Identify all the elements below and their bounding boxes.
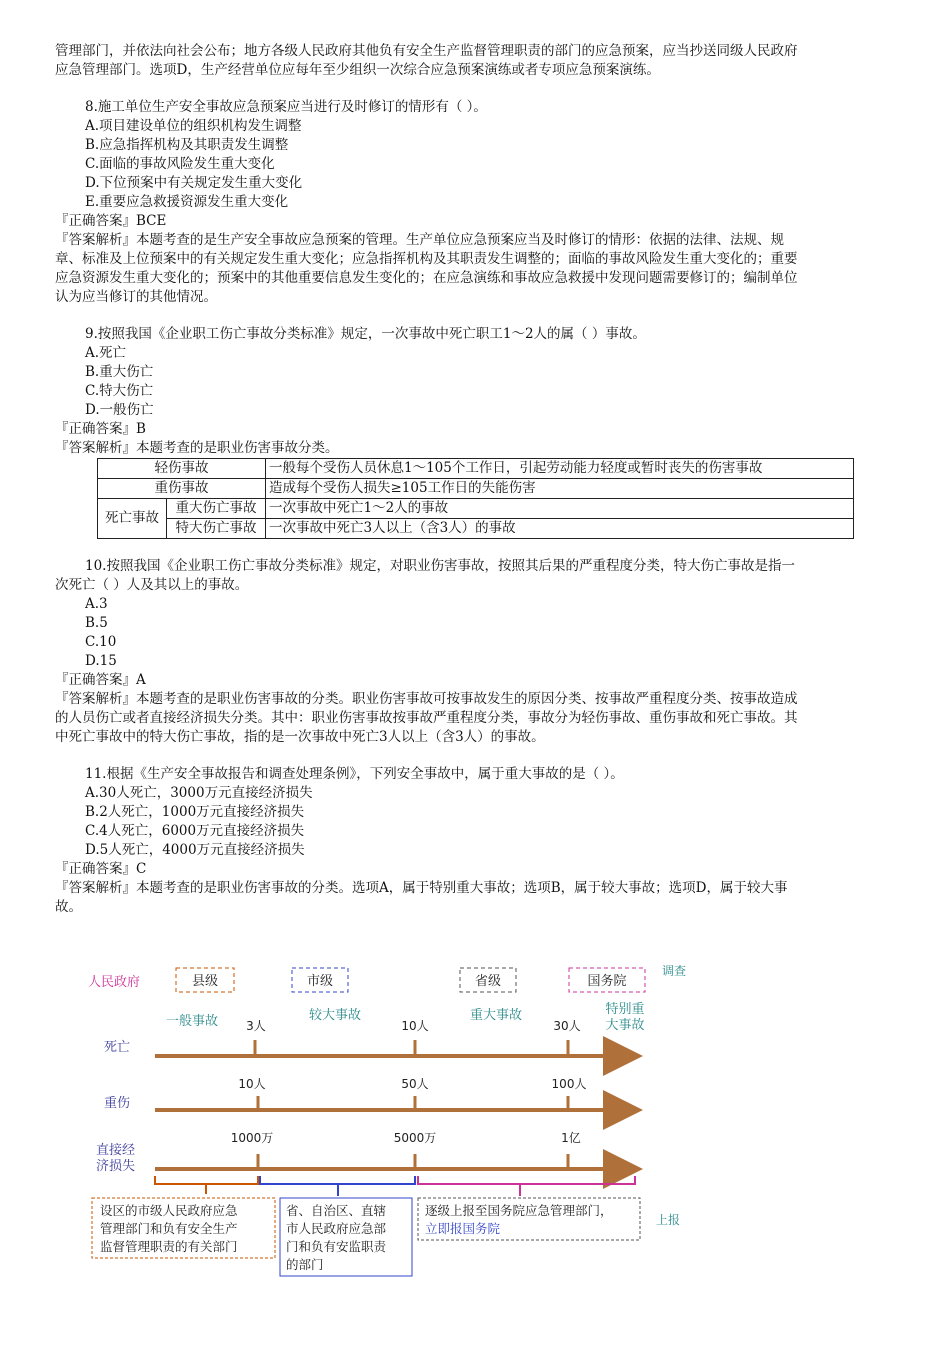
report-box-line: 市人民政府应急部 xyxy=(286,1221,387,1236)
loss-mark: 5000万 xyxy=(393,1131,437,1145)
report-box-line: 的部门 xyxy=(286,1257,324,1272)
grade-general: 一般事故 xyxy=(165,1014,219,1029)
option: E.重要应急救援资源发生重大变化 xyxy=(85,194,289,210)
table-cell: 轻伤事故 xyxy=(98,459,266,479)
row-death: 死亡 xyxy=(104,1040,131,1055)
question-11 xyxy=(55,765,900,917)
table-row xyxy=(98,499,854,519)
analysis-line: 『答案解析』本题考查的是职业伤害事故分类。 xyxy=(55,440,339,456)
analysis-line: 故。 xyxy=(55,899,82,915)
correct-answer: 『正确答案』BCE xyxy=(55,213,167,229)
option: C.特大伤亡 xyxy=(85,383,154,399)
option: C.10 xyxy=(85,634,117,650)
bracket-county xyxy=(155,1176,258,1194)
injury-mark: 50人 xyxy=(401,1077,429,1091)
intro-line: 应急管理部门。选项D，生产经营单位应每年至少组织一次综合应急预案演练或者专项应急预案演练。 xyxy=(55,62,660,78)
death-mark: 10人 xyxy=(401,1019,429,1033)
table-cell: 特大伤亡事故 xyxy=(167,519,266,539)
question-10 xyxy=(55,557,900,747)
death-mark: 3人 xyxy=(246,1019,266,1033)
table-cell: 一般每个受伤人员休息1～105个工作日，引起劳动能力轻度或暂时丧失的伤害事故 xyxy=(266,459,854,479)
question-stem: 8.施工单位生产安全事故应急预案应当进行及时修订的情形有（ ）。 xyxy=(85,99,487,115)
table-row xyxy=(98,479,854,499)
report-label: 上报 xyxy=(656,1213,681,1227)
level-state: 国务院 xyxy=(587,974,627,989)
analysis-line: 应急资源发生重大变化的；预案中的其他重要信息发生变化的；在应急演练和事故应急救援中发现问题需要修订的；编制单位 xyxy=(55,270,798,286)
correct-answer: 『正确答案』B xyxy=(55,421,146,437)
table-row xyxy=(98,519,854,539)
analysis-line: 『答案解析』本题考查的是生产安全事故应急预案的管理。生产单位应急预案应当及时修订的情形：依据的法律、法规、规 xyxy=(55,232,784,248)
report-box-line: 省、自治区、直辖 xyxy=(286,1203,387,1218)
row-loss: 直接经 xyxy=(96,1143,136,1158)
table-cell: 死亡事故 xyxy=(98,499,167,539)
analysis-line: 中死亡事故中的特大伤亡事故，指的是一次事故中死亡3人以上（含3人）的事故。 xyxy=(55,729,545,745)
report-box-line: 监督管理职责的有关部门 xyxy=(100,1239,238,1254)
loss-mark: 1亿 xyxy=(561,1131,581,1145)
analysis-line: 『答案解析』本题考查的是职业伤害事故的分类。职业伤害事故可按事故发生的原因分类、按事故严重程度分类、按事故造成 xyxy=(55,691,798,707)
loss-mark: 1000万 xyxy=(230,1131,274,1145)
table-cell: 造成每个受伤人损失≥105工作日的失能伤害 xyxy=(266,479,854,499)
analysis-line: 认为应当修订的其他情况。 xyxy=(55,289,217,305)
level-province: 省级 xyxy=(474,974,502,989)
analysis-line: 的人员伤亡或者直接经济损失分类。其中：职业伤害事故按事故严重程度分类，事故分为轻伤事故、重伤事故和死亡事故。其 xyxy=(55,710,798,726)
question-8 xyxy=(55,98,900,307)
diagram-svg xyxy=(80,958,700,1278)
option: C.面临的事故风险发生重大变化 xyxy=(85,156,275,172)
correct-answer: 『正确答案』C xyxy=(55,861,147,877)
level-county: 县级 xyxy=(191,974,219,989)
table-cell: 一次事故中死亡3人以上（含3人）的事故 xyxy=(266,519,854,539)
accident-reporting-diagram xyxy=(80,958,700,1278)
intro-line: 管理部门，并依法向社会公布；地方各级人民政府其他负有安全生产监督管理职责的部门的应急预案，应当抄送同级人民政府 xyxy=(55,43,798,59)
option: D.15 xyxy=(85,653,117,669)
intro-paragraph xyxy=(55,42,900,80)
report-box-line: 设区的市级人民政府应急 xyxy=(100,1203,238,1218)
grade-larger: 较大事故 xyxy=(308,1008,362,1023)
analysis-line: 『答案解析』本题考查的是职业伤害事故的分类。选项A，属于特别重大事故；选项B，属于较大事故；选项D，属于较大事 xyxy=(55,880,788,896)
bracket-province xyxy=(418,1176,635,1196)
report-box-line: 立即报国务院 xyxy=(425,1221,501,1236)
table-cell: 重伤事故 xyxy=(98,479,266,499)
question-stem: 11.根据《生产安全事故报告和调查处理条例》，下列安全事故中，属于重大事故的是（ ）。 xyxy=(85,766,624,782)
table-cell: 一次事故中死亡1～2人的事故 xyxy=(266,499,854,519)
report-box-line: 门和负有安监职责 xyxy=(286,1239,387,1254)
grade-especially-major: 大事故 xyxy=(605,1018,645,1033)
option: B.2人死亡，1000万元直接经济损失 xyxy=(85,804,305,820)
table-cell: 重大伤亡事故 xyxy=(167,499,266,519)
investigate-label: 调查 xyxy=(662,964,687,978)
bracket-city xyxy=(260,1176,415,1196)
grade-major: 重大事故 xyxy=(469,1008,523,1023)
level-city: 市级 xyxy=(306,974,334,989)
correct-answer: 『正确答案』A xyxy=(55,672,146,688)
question-stem: 10.按照我国《企业职工伤亡事故分类标准》规定，对职业伤害事故，按照其后果的严重程度分类，特大伤亡事故是指一 xyxy=(85,558,795,574)
injury-mark: 10人 xyxy=(238,1077,266,1091)
gov-label: 人民政府 xyxy=(88,975,141,990)
row-injury: 重伤 xyxy=(104,1096,131,1111)
option: D.一般伤亡 xyxy=(85,402,154,418)
row-loss: 济损失 xyxy=(96,1159,136,1174)
option: A.死亡 xyxy=(85,345,127,361)
question-9 xyxy=(55,325,900,539)
question-stem: 9.按照我国《企业职工伤亡事故分类标准》规定，一次事故中死亡职工1～2人的属（ ）事故。 xyxy=(85,326,646,342)
option: B.5 xyxy=(85,615,108,631)
analysis-line: 章、标准及上位预案中的有关规定发生重大变化；应急指挥机构及其职责发生调整的；面临的事故风险发生重大变化的；重要 xyxy=(55,251,798,267)
option: A.30人死亡，3000万元直接经济损失 xyxy=(85,785,313,801)
option: C.4人死亡，6000万元直接经济损失 xyxy=(85,823,305,839)
table-row xyxy=(98,459,854,479)
injury-classification-table xyxy=(97,458,854,539)
death-mark: 30人 xyxy=(553,1019,581,1033)
report-box-line: 管理部门和负有安全生产 xyxy=(100,1221,238,1236)
option: D.下位预案中有关规定发生重大变化 xyxy=(85,175,303,191)
option: B.重大伤亡 xyxy=(85,364,154,380)
document-page xyxy=(55,42,900,917)
option: A.项目建设单位的组织机构发生调整 xyxy=(85,118,302,134)
report-box-line: 逐级上报至国务院应急管理部门， xyxy=(425,1203,613,1218)
option: B.应急指挥机构及其职责发生调整 xyxy=(85,137,289,153)
injury-mark: 100人 xyxy=(551,1077,587,1091)
question-stem: 次死亡（ ）人及其以上的事故。 xyxy=(55,577,249,593)
option: A.3 xyxy=(85,596,108,612)
grade-especially-major: 特别重 xyxy=(605,1002,645,1017)
option: D.5人死亡，4000万元直接经济损失 xyxy=(85,842,305,858)
